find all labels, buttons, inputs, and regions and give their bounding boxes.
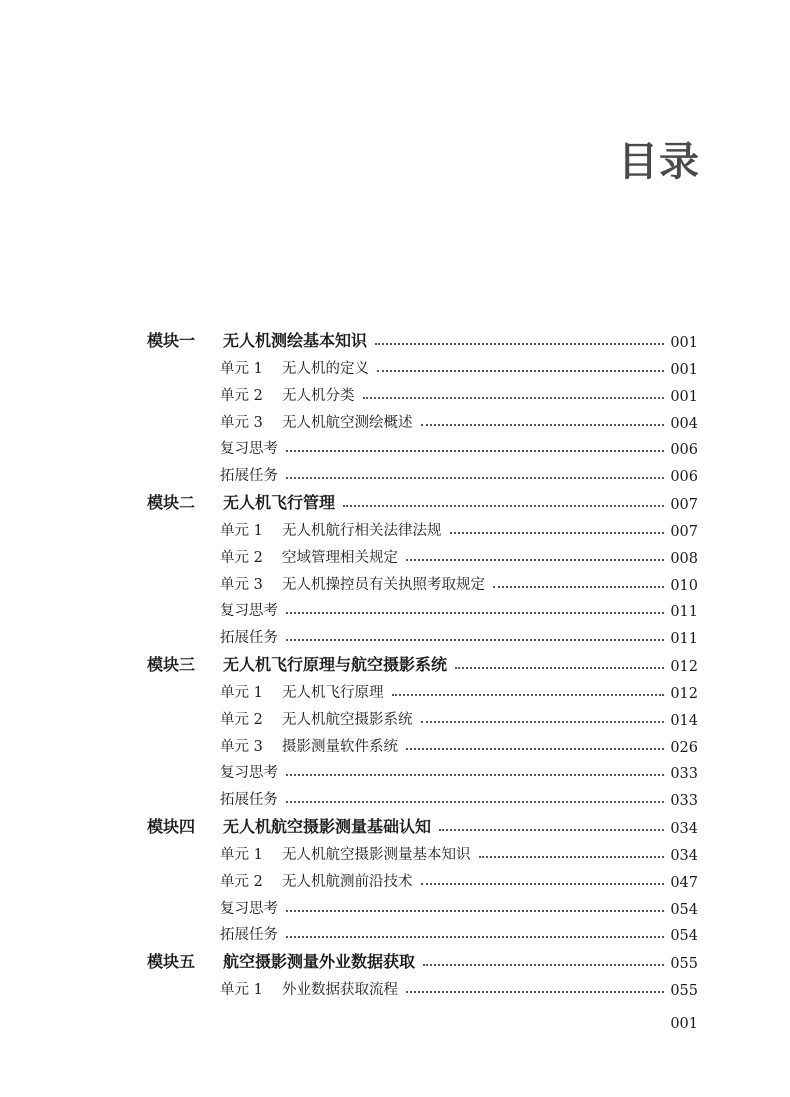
toc-entry-page-number: 033 [670,766,698,782]
toc-unit-entry[interactable] [220,840,698,864]
dot-leader [439,829,664,831]
toc-entry-title: 无人机测绘基本知识 [223,331,368,350]
toc-entry-page-number: 004 [670,416,698,432]
toc-entry-page-number: 055 [670,983,698,999]
toc-entry-title: 无人机操控员有关执照考取规定 [282,577,485,593]
toc-entry-title: 空域管理相关规定 [282,550,398,566]
toc-entry-page-number: 034 [670,848,698,864]
toc-unit-entry[interactable] [220,354,698,378]
toc-entry-page-number: 012 [670,686,698,702]
toc-entry-title: 无人机航空摄影系统 [282,712,413,728]
toc-entry-number: 单元 1 [220,982,263,998]
toc-entry-title: 无人机飞行原理 [282,685,384,701]
toc-unit-entry[interactable] [220,543,698,567]
dot-leader [286,910,664,912]
dot-leader [450,532,665,534]
toc-entry-title: 无人机飞行原理与航空摄影系统 [223,655,448,674]
toc-unit-entry[interactable] [220,785,698,809]
toc-unit-entry[interactable] [220,623,698,647]
toc-entry-page-number: 034 [670,821,698,837]
toc-entry-number: 模块三 [147,655,196,674]
dot-leader [286,450,664,452]
dot-leader [423,964,664,966]
toc-entry-number: 单元 1 [220,685,263,701]
toc-unit-entry[interactable] [220,705,698,729]
toc-entry-title: 复习思考 [220,441,278,457]
toc-entry-number: 模块四 [147,817,196,836]
toc-entry-title: 无人机分类 [282,388,355,404]
toc-entry-title: 航空摄影测量外业数据获取 [223,952,416,971]
toc-module-entry[interactable] [147,651,698,675]
dot-leader [343,505,664,507]
toc-entry-title: 复习思考 [220,901,278,917]
toc-entry-title: 拓展任务 [220,468,278,484]
toc-entry-title: 无人机航行相关法律法规 [282,523,442,539]
dot-leader [363,397,665,399]
toc-entry-number: 单元 3 [220,739,263,755]
toc-unit-entry[interactable] [220,678,698,702]
toc-entry-number: 单元 3 [220,415,263,431]
toc-entry-number: 单元 1 [220,523,263,539]
toc-entry-number: 单元 2 [220,712,263,728]
toc-unit-entry[interactable] [220,894,698,918]
toc-entry-page-number: 011 [670,604,698,620]
dot-leader [406,559,664,561]
toc-entry-page-number: 033 [670,793,698,809]
toc-entry-number: 单元 1 [220,847,263,863]
toc-unit-entry[interactable] [220,758,698,782]
toc-entry-title: 拓展任务 [220,792,278,808]
dot-leader [286,801,664,803]
toc-unit-entry[interactable] [220,596,698,620]
dot-leader [421,424,665,426]
dot-leader [377,370,664,372]
toc-entry-page-number: 006 [670,469,698,485]
dot-leader [455,667,664,669]
toc-unit-entry[interactable] [220,408,698,432]
dot-leader [479,856,665,858]
toc-entry-page-number: 054 [670,928,698,944]
dot-leader [392,694,665,696]
toc-entry-page-number: 001 [670,335,698,351]
toc-entry-page-number: 055 [670,956,698,972]
page-folio: 001 [670,1016,698,1032]
toc-entry-page-number: 001 [670,362,698,378]
toc-entry-title: 外业数据获取流程 [282,982,398,998]
dot-leader [421,721,665,723]
toc-module-entry[interactable] [147,948,698,972]
toc-entry-page-number: 001 [670,389,698,405]
dot-leader [375,343,664,345]
toc-unit-entry[interactable] [220,570,698,594]
toc-unit-entry[interactable] [220,920,698,944]
toc-entry-page-number: 054 [670,902,698,918]
toc-entry-number: 单元 1 [220,361,263,377]
toc-entry-title: 复习思考 [220,765,278,781]
toc-entry-page-number: 014 [670,713,698,729]
toc-module-entry[interactable] [147,327,698,351]
toc-entry-page-number: 011 [670,631,698,647]
dot-leader [493,586,664,588]
toc-unit-entry[interactable] [220,516,698,540]
toc-module-entry[interactable] [147,813,698,837]
dot-leader [406,748,664,750]
toc-entry-title: 摄影测量软件系统 [282,739,398,755]
toc-entry-title: 无人机航空摄影测量基本知识 [282,847,471,863]
toc-entry-page-number: 007 [670,497,698,513]
toc-entry-title: 无人机的定义 [282,361,369,377]
toc-unit-entry[interactable] [220,461,698,485]
dot-leader [286,477,664,479]
dot-leader [286,936,664,938]
toc-entry-page-number: 047 [670,875,698,891]
dot-leader [286,639,664,641]
toc-entry-title: 无人机飞行管理 [223,493,336,512]
toc-entry-title: 复习思考 [220,603,278,619]
dot-leader [421,883,665,885]
page-title: 目录 [618,139,700,185]
toc-module-entry[interactable] [147,489,698,513]
toc-unit-entry[interactable] [220,381,698,405]
toc-entry-page-number: 012 [670,659,698,675]
toc-entry-number: 单元 2 [220,550,263,566]
toc-entry-page-number: 010 [670,578,698,594]
toc-unit-entry[interactable] [220,732,698,756]
toc-entry-title: 拓展任务 [220,630,278,646]
toc-entry-number: 单元 3 [220,577,263,593]
dot-leader [406,991,664,993]
toc-entry-page-number: 007 [670,524,698,540]
toc-unit-entry[interactable] [220,975,698,999]
toc-entry-number: 单元 2 [220,874,263,890]
dot-leader [286,612,664,614]
dot-leader [286,774,664,776]
toc-entry-number: 模块一 [147,331,196,350]
toc-entry-page-number: 026 [670,740,698,756]
toc-unit-entry[interactable] [220,434,698,458]
toc-entry-page-number: 006 [670,442,698,458]
toc-unit-entry[interactable] [220,867,698,891]
toc-entry-number: 模块五 [147,952,196,971]
toc-entry-number: 模块二 [147,493,196,512]
toc-entry-number: 单元 2 [220,388,263,404]
toc-entry-page-number: 008 [670,551,698,567]
toc-entry-title: 拓展任务 [220,927,278,943]
toc-entry-title: 无人机航空测绘概述 [282,415,413,431]
toc-entry-title: 无人机航测前沿技术 [282,874,413,890]
toc-entry-title: 无人机航空摄影测量基础认知 [223,817,432,836]
